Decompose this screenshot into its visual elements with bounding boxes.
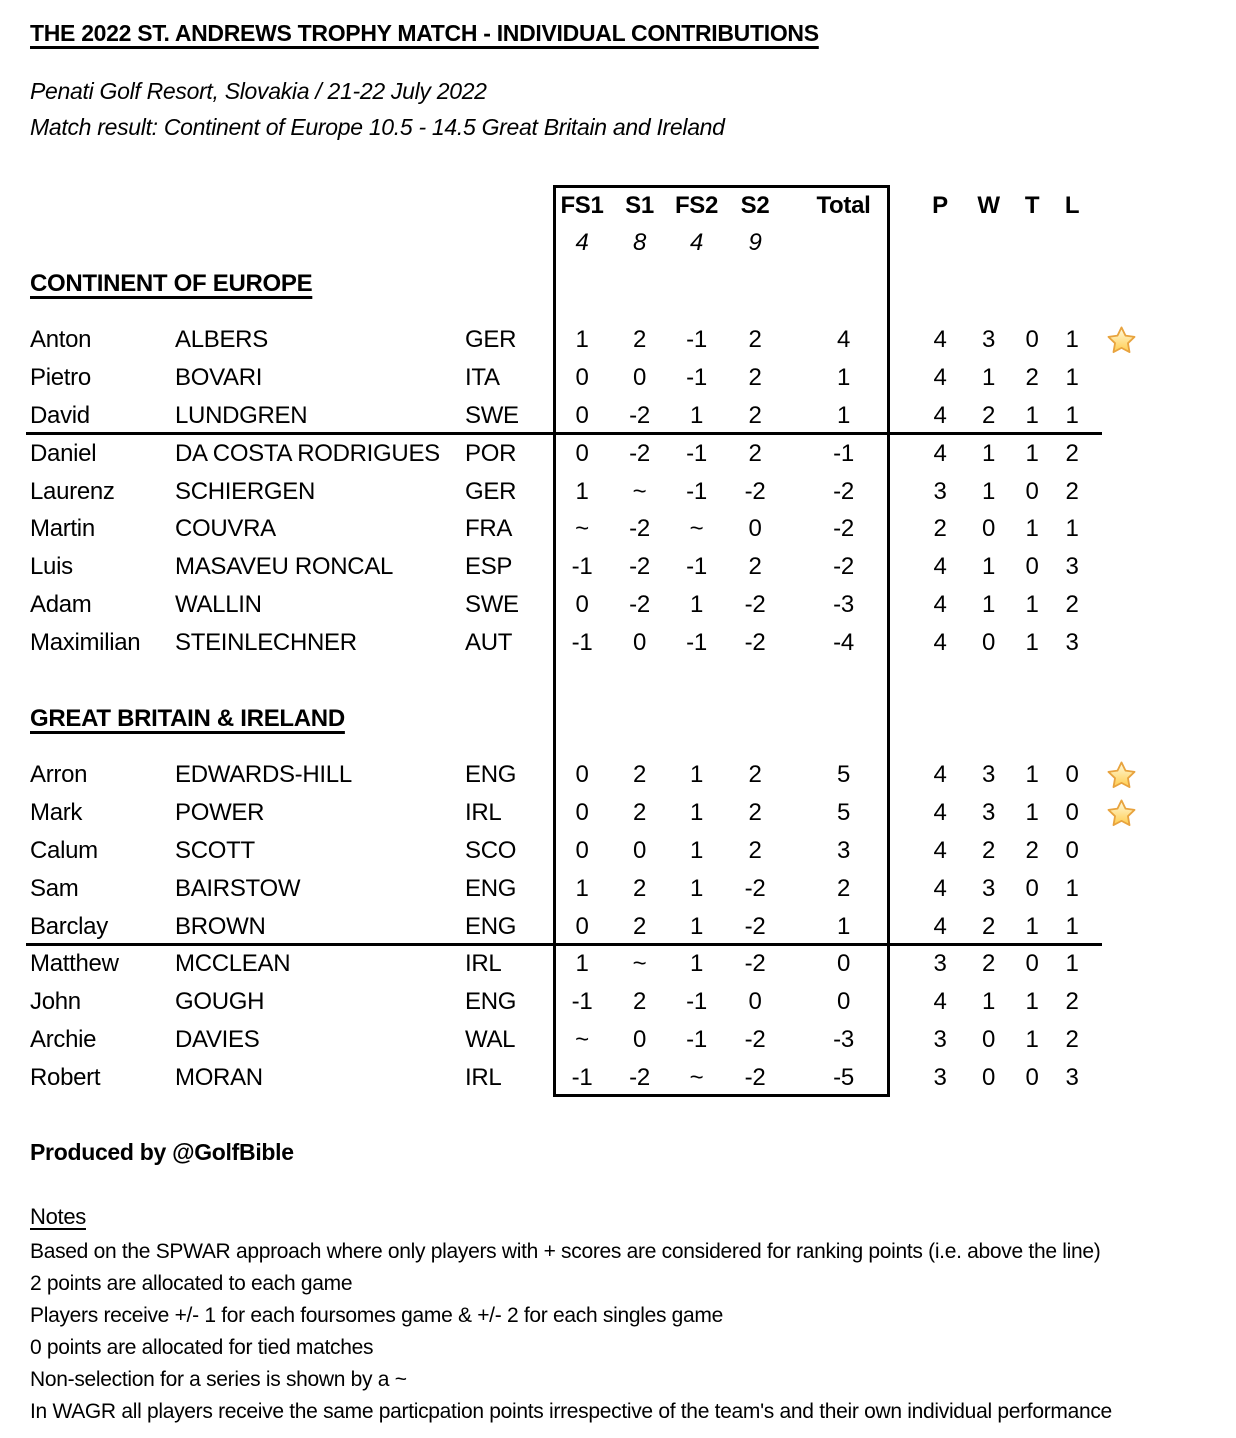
above-line-separator-gbi (26, 943, 1102, 946)
country-code: ENG (465, 988, 517, 1015)
record-ties: 1 (1025, 913, 1039, 940)
record-played: 4 (933, 553, 947, 580)
record-losses: 1 (1065, 875, 1079, 902)
record-losses: 1 (1065, 402, 1079, 429)
record-wins: 1 (981, 440, 996, 467)
last-name: LUNDGREN (175, 402, 308, 429)
last-name: MASAVEU RONCAL (175, 553, 394, 580)
note-line: Non-selection for a series is shown by a ~ (30, 1368, 407, 1391)
score-s2: -2 (744, 591, 766, 618)
last-name: BOVARI (175, 364, 263, 391)
score-s2: -2 (744, 629, 766, 656)
country-code: WAL (465, 1026, 516, 1053)
record-wins: 1 (981, 553, 996, 580)
first-name: Pietro (30, 364, 91, 391)
country-code: ENG (465, 761, 517, 788)
score-fs1: -1 (571, 988, 593, 1015)
score-box-border (553, 185, 890, 1097)
last-name: MCCLEAN (175, 950, 291, 977)
record-wins: 0 (981, 629, 996, 656)
record-wins: 2 (981, 950, 996, 977)
score-fs1: ~ (575, 515, 589, 542)
record-ties: 1 (1025, 1026, 1039, 1053)
score-total: 5 (836, 761, 851, 788)
score-total: 5 (836, 799, 851, 826)
score-s2: 2 (748, 364, 762, 391)
country-code: SWE (465, 402, 519, 429)
score-fs1: 0 (575, 440, 589, 467)
score-total: -4 (833, 629, 854, 656)
score-fs1: 1 (575, 326, 589, 353)
first-name: Arron (30, 761, 88, 788)
first-name: Luis (30, 553, 73, 580)
col-header-s2: S2 (740, 192, 770, 219)
record-ties: 1 (1025, 988, 1039, 1015)
score-s2: 0 (748, 515, 762, 542)
score-header-row (0, 187, 1236, 225)
record-ties: 0 (1025, 875, 1039, 902)
record-wins: 0 (981, 1026, 996, 1053)
subheader-fs2-games: 4 (689, 229, 704, 256)
record-losses: 1 (1065, 515, 1079, 542)
score-fs2: -1 (686, 988, 707, 1015)
result-line: Match result: Continent of Europe 10.5 - 14.5 Great Britain and Ireland (30, 114, 725, 140)
last-name: GOUGH (175, 988, 265, 1015)
produced-by: Produced by @GolfBible (30, 1139, 294, 1165)
score-fs1: 0 (575, 364, 589, 391)
col-header-fs2: FS2 (674, 192, 719, 219)
note-line: Players receive +/- 1 for each foursomes game & +/- 2 for each singles game (30, 1304, 724, 1327)
record-ties: 0 (1025, 1064, 1039, 1091)
score-fs2: ~ (689, 515, 704, 542)
score-fs2: -1 (686, 326, 707, 353)
note-line: In WAGR all players receive the same particpation points irrespective of the team's and their own individual performance (30, 1400, 1112, 1423)
score-s2: -2 (744, 875, 766, 902)
score-s1: -2 (629, 553, 650, 580)
country-code: ENG (465, 875, 517, 902)
score-s1: -2 (629, 440, 650, 467)
score-total: -1 (833, 440, 854, 467)
record-wins: 3 (981, 326, 996, 353)
first-name: Anton (30, 326, 92, 353)
score-s1: ~ (632, 478, 647, 505)
score-fs1: -1 (571, 1064, 593, 1091)
col-header-fs1: FS1 (560, 192, 604, 219)
score-s1: 0 (632, 837, 647, 864)
country-code: ENG (465, 913, 517, 940)
record-ties: 0 (1025, 553, 1039, 580)
col-header-played: P (932, 192, 948, 219)
country-code: IRL (465, 1064, 502, 1091)
score-fs2: -1 (686, 1026, 707, 1053)
record-losses: 1 (1065, 326, 1079, 353)
first-name: Laurenz (30, 478, 115, 505)
score-s2: 2 (748, 440, 762, 467)
last-name: BAIRSTOW (175, 875, 301, 902)
record-ties: 0 (1025, 326, 1039, 353)
score-fs1: 1 (575, 875, 589, 902)
country-code: POR (465, 440, 517, 467)
score-s1: ~ (632, 950, 647, 977)
score-fs2: 1 (689, 799, 704, 826)
note-line: 0 points are allocated for tied matches (30, 1336, 374, 1359)
record-losses: 1 (1065, 950, 1079, 977)
score-fs1: 1 (575, 478, 589, 505)
record-ties: 1 (1025, 799, 1039, 826)
country-code: GER (465, 478, 517, 505)
score-s1: 2 (632, 988, 647, 1015)
score-fs1: -1 (571, 553, 593, 580)
col-header-ties: T (1024, 192, 1040, 219)
record-wins: 1 (981, 364, 996, 391)
record-played: 3 (933, 1064, 947, 1091)
score-s1: -2 (629, 591, 650, 618)
record-played: 2 (933, 515, 947, 542)
score-total: 1 (836, 913, 851, 940)
record-ties: 0 (1025, 950, 1039, 977)
record-played: 4 (933, 875, 947, 902)
country-code: SCO (465, 837, 517, 864)
record-losses: 0 (1065, 837, 1079, 864)
record-wins: 1 (981, 988, 996, 1015)
record-wins: 3 (981, 799, 996, 826)
record-wins: 1 (981, 591, 996, 618)
record-wins: 2 (981, 837, 996, 864)
record-losses: 2 (1065, 1026, 1079, 1053)
last-name: WALLIN (175, 591, 262, 618)
score-fs2: -1 (686, 440, 707, 467)
country-code: FRA (465, 515, 513, 542)
section-title-coe: CONTINENT OF EUROPE (30, 270, 313, 297)
award-star (1092, 325, 1176, 356)
score-total: 0 (836, 988, 851, 1015)
first-name: Archie (30, 1026, 97, 1053)
star-icon (1106, 798, 1137, 829)
score-s1: 2 (632, 875, 647, 902)
score-s1: -2 (629, 1064, 650, 1091)
score-s2: 2 (748, 837, 762, 864)
score-total: -5 (833, 1064, 854, 1091)
score-fs2: 1 (689, 837, 704, 864)
last-name: BROWN (175, 913, 266, 940)
record-played: 4 (933, 988, 947, 1015)
record-wins: 0 (981, 1064, 996, 1091)
award-star (1092, 760, 1176, 791)
score-fs2: 1 (689, 402, 704, 429)
record-played: 4 (933, 629, 947, 656)
score-s1: -2 (629, 402, 650, 429)
score-s2: 2 (748, 326, 762, 353)
col-header-s1: S1 (625, 192, 654, 219)
last-name: POWER (175, 799, 265, 826)
award-star (1092, 798, 1176, 829)
page-title: THE 2022 ST. ANDREWS TROPHY MATCH - INDIVIDUAL CONTRIBUTIONS (30, 20, 819, 46)
col-header-losses: L (1064, 192, 1080, 219)
score-s2: -2 (744, 913, 766, 940)
score-s2: 2 (748, 553, 762, 580)
notes-heading: Notes (30, 1204, 86, 1229)
record-played: 3 (933, 1026, 947, 1053)
score-fs1: 0 (575, 799, 589, 826)
score-s1: 2 (632, 761, 647, 788)
score-fs2: -1 (686, 478, 707, 505)
score-total: -3 (833, 1026, 854, 1053)
first-name: Robert (30, 1064, 101, 1091)
first-name: John (30, 988, 81, 1015)
score-total: 3 (836, 837, 851, 864)
record-losses: 1 (1065, 364, 1079, 391)
score-s2: 2 (748, 402, 762, 429)
subheader-s2-games: 9 (748, 229, 762, 256)
country-code: ITA (465, 364, 500, 391)
last-name: DA COSTA RODRIGUES (175, 440, 440, 467)
record-losses: 2 (1065, 988, 1079, 1015)
score-s1: -2 (629, 515, 650, 542)
first-name: Mark (30, 799, 83, 826)
score-s2: 2 (748, 799, 762, 826)
record-losses: 2 (1065, 478, 1079, 505)
col-header-wins: W (977, 192, 1000, 219)
score-s1: 0 (632, 364, 647, 391)
subheader-s1-games: 8 (632, 229, 647, 256)
score-fs2: ~ (689, 1064, 704, 1091)
record-ties: 1 (1025, 440, 1039, 467)
country-code: ESP (465, 553, 513, 580)
score-fs1: 0 (575, 402, 589, 429)
record-wins: 0 (981, 515, 996, 542)
last-name: COUVRA (175, 515, 276, 542)
record-played: 4 (933, 440, 947, 467)
record-ties: 1 (1025, 515, 1039, 542)
country-code: AUT (465, 629, 513, 656)
record-ties: 2 (1025, 364, 1039, 391)
country-code: SWE (465, 591, 519, 618)
first-name: Calum (30, 837, 98, 864)
record-ties: 1 (1025, 761, 1039, 788)
record-ties: 1 (1025, 591, 1039, 618)
first-name: Martin (30, 515, 95, 542)
score-s1: 0 (632, 1026, 647, 1053)
score-total: -2 (833, 515, 854, 542)
country-code: GER (465, 326, 517, 353)
score-s2: -2 (744, 478, 766, 505)
record-played: 3 (933, 950, 947, 977)
score-s2: 0 (748, 988, 762, 1015)
record-played: 4 (933, 364, 947, 391)
score-fs2: -1 (686, 553, 707, 580)
record-losses: 0 (1065, 799, 1079, 826)
last-name: SCOTT (175, 837, 255, 864)
score-s1: 2 (632, 799, 647, 826)
record-wins: 3 (981, 875, 996, 902)
record-wins: 2 (981, 913, 996, 940)
record-ties: 2 (1025, 837, 1039, 864)
country-code: IRL (465, 950, 502, 977)
last-name: ALBERS (175, 326, 268, 353)
score-total: 1 (836, 364, 851, 391)
country-code: IRL (465, 799, 502, 826)
first-name: Maximilian (30, 629, 141, 656)
record-losses: 1 (1065, 913, 1079, 940)
score-s2: -2 (744, 1026, 766, 1053)
score-fs2: 1 (689, 875, 704, 902)
venue-line: Penati Golf Resort, Slovakia / 21-22 July 2022 (30, 78, 487, 104)
record-losses: 3 (1065, 629, 1079, 656)
score-total: 2 (836, 875, 851, 902)
note-line: 2 points are allocated to each game (30, 1272, 353, 1295)
star-icon (1106, 760, 1137, 791)
first-name: Sam (30, 875, 79, 902)
score-fs1: -1 (571, 629, 593, 656)
first-name: Adam (30, 591, 92, 618)
record-losses: 2 (1065, 591, 1079, 618)
last-name: EDWARDS-HILL (175, 761, 352, 788)
score-fs1: 0 (575, 837, 589, 864)
score-total: 1 (836, 402, 851, 429)
score-total: 4 (836, 326, 851, 353)
first-name: Matthew (30, 950, 119, 977)
record-ties: 0 (1025, 478, 1039, 505)
record-ties: 1 (1025, 629, 1039, 656)
record-played: 4 (933, 326, 947, 353)
score-fs1: ~ (575, 1026, 589, 1053)
score-fs2: 1 (689, 591, 704, 618)
score-fs1: 1 (575, 950, 589, 977)
first-name: Daniel (30, 440, 97, 467)
score-fs1: 0 (575, 913, 589, 940)
section-title-gbi: GREAT BRITAIN & IRELAND (30, 705, 345, 732)
last-name: MORAN (175, 1064, 263, 1091)
last-name: SCHIERGEN (175, 478, 315, 505)
score-s1: 2 (632, 913, 647, 940)
score-s2: -2 (744, 1064, 766, 1091)
score-total: -2 (833, 553, 854, 580)
record-losses: 3 (1065, 553, 1079, 580)
subheader-fs1-games: 4 (575, 229, 589, 256)
score-s1: 0 (632, 629, 647, 656)
score-s1: 2 (632, 326, 647, 353)
score-fs1: 0 (575, 591, 589, 618)
record-played: 4 (933, 913, 947, 940)
record-played: 4 (933, 591, 947, 618)
above-line-separator-coe (26, 432, 1102, 435)
score-s2: -2 (744, 950, 766, 977)
score-s2: 2 (748, 761, 762, 788)
record-played: 4 (933, 837, 947, 864)
score-total: -2 (833, 478, 854, 505)
record-played: 4 (933, 402, 947, 429)
score-fs2: -1 (686, 629, 707, 656)
record-losses: 3 (1065, 1064, 1079, 1091)
score-fs2: 1 (689, 761, 704, 788)
score-subheader-row (0, 224, 1236, 262)
score-fs1: 0 (575, 761, 589, 788)
note-line: Based on the SPWAR approach where only players with + scores are considered for ranking points (i.e. above the line) (30, 1240, 1101, 1263)
record-wins: 1 (981, 478, 996, 505)
first-name: Barclay (30, 913, 108, 940)
record-played: 4 (933, 799, 947, 826)
record-losses: 0 (1065, 761, 1079, 788)
col-header-total: Total (816, 192, 871, 219)
score-fs2: 1 (689, 950, 704, 977)
record-played: 3 (933, 478, 947, 505)
record-wins: 3 (981, 761, 996, 788)
score-fs2: 1 (689, 913, 704, 940)
star-icon (1106, 325, 1137, 356)
score-total: 0 (836, 950, 851, 977)
record-losses: 2 (1065, 440, 1079, 467)
last-name: DAVIES (175, 1026, 260, 1053)
record-played: 4 (933, 761, 947, 788)
last-name: STEINLECHNER (175, 629, 357, 656)
record-wins: 2 (981, 402, 996, 429)
first-name: David (30, 402, 90, 429)
score-total: -3 (833, 591, 854, 618)
record-ties: 1 (1025, 402, 1039, 429)
score-fs2: -1 (686, 364, 707, 391)
